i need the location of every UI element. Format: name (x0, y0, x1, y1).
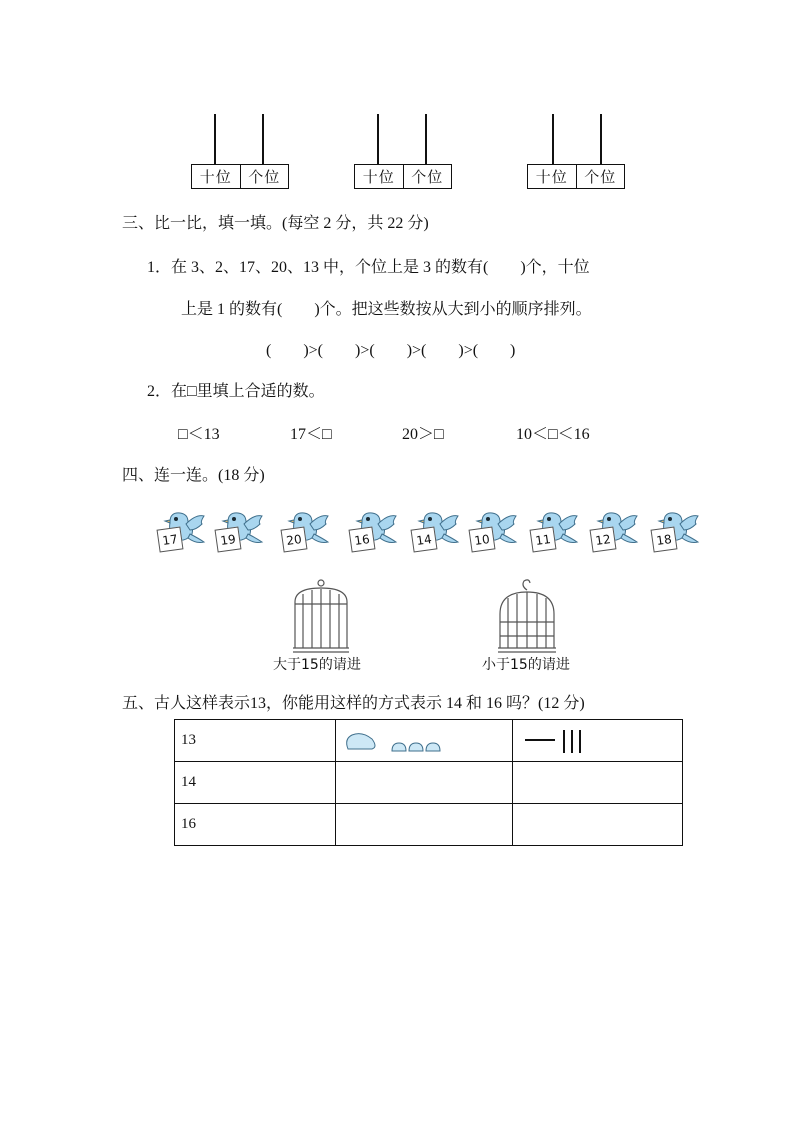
bird-number-card: 20 (281, 526, 308, 552)
bird-17[interactable] (156, 508, 206, 554)
bird-number-card: 10 (469, 526, 496, 552)
cage-large-numbers[interactable] (290, 578, 352, 654)
question-2-line: 2．在□里填上合适的数。 (147, 383, 325, 400)
tens-rod (214, 114, 216, 164)
stones-icon (342, 729, 452, 753)
section-3-heading: 三、比一比，填一填。(每空 2 分，共 22 分) (122, 215, 429, 232)
representation-table (174, 719, 683, 846)
ones-label: 个位 (576, 165, 625, 188)
bird-11[interactable] (529, 508, 579, 554)
tens-label: 十位 (362, 168, 395, 186)
q2-item-1[interactable]: □＜13 (178, 426, 220, 443)
bird-number-card: 12 (590, 526, 617, 552)
cage-small-numbers[interactable] (496, 578, 558, 654)
abacus-label-box (527, 164, 625, 189)
section-5-heading: 五、古人这样表示13，你能用这样的方式表示 14 和 16 吗？(12 分) (122, 695, 585, 712)
bird-number-card: 16 (349, 526, 376, 552)
abacus-label-box (191, 164, 289, 189)
tens-label: 十位 (535, 168, 568, 186)
number-cell: 13 (175, 720, 336, 762)
question-1-line-2: 上是 1 的数有( )个。把这些数按从大到小的顺序排列。 (181, 301, 592, 318)
counting-rods-icon (519, 727, 589, 755)
bird-16[interactable] (348, 508, 398, 554)
bird-number-card: 17 (157, 526, 184, 552)
answer-rod-cell[interactable] (513, 804, 683, 846)
bird-20[interactable] (280, 508, 330, 554)
table-row (175, 762, 683, 804)
ones-rod (425, 114, 427, 164)
bird-14[interactable] (410, 508, 460, 554)
question-1-line-1: 1．在 3、2、17、20、13 中，个位上是 3 的数有( )个，十位 (147, 259, 590, 276)
abacus-2 (354, 114, 452, 190)
bird-12[interactable] (589, 508, 639, 554)
table-row (175, 804, 683, 846)
rod-cell (513, 720, 683, 762)
answer-rod-cell[interactable] (513, 762, 683, 804)
bird-number-card: 19 (215, 526, 242, 552)
ones-rod (600, 114, 602, 164)
bird-18[interactable] (650, 508, 700, 554)
tens-label: 十位 (199, 168, 232, 186)
q2-item-2[interactable]: 17＜□ (290, 426, 332, 443)
abacus-3 (527, 114, 625, 190)
tens-rod (552, 114, 554, 164)
bird-number-card: 11 (530, 526, 557, 552)
bird-number-card: 14 (411, 526, 438, 552)
ones-label: 个位 (403, 165, 452, 188)
ones-label: 个位 (240, 165, 289, 188)
cage-right-label: 小于15的请进 (482, 657, 570, 673)
table-row (175, 720, 683, 762)
number-cell: 16 (175, 804, 336, 846)
question-1-order-blanks[interactable]: ( )>( )>( )>( )>( ) (266, 342, 516, 359)
ones-rod (262, 114, 264, 164)
abacus-1 (191, 114, 289, 190)
abacus-label-box (354, 164, 452, 189)
cage-left-label: 大于15的请进 (273, 657, 361, 673)
answer-stone-cell[interactable] (336, 762, 513, 804)
bird-10[interactable] (468, 508, 518, 554)
bird-number-card: 18 (651, 526, 678, 552)
q2-item-4[interactable]: 10＜□＜16 (516, 426, 590, 443)
q2-item-3[interactable]: 20＞□ (402, 426, 444, 443)
stone-cell (336, 720, 513, 762)
answer-stone-cell[interactable] (336, 804, 513, 846)
number-cell: 14 (175, 762, 336, 804)
tens-rod (377, 114, 379, 164)
section-4-heading: 四、连一连。(18 分) (122, 467, 265, 484)
bird-19[interactable] (214, 508, 264, 554)
